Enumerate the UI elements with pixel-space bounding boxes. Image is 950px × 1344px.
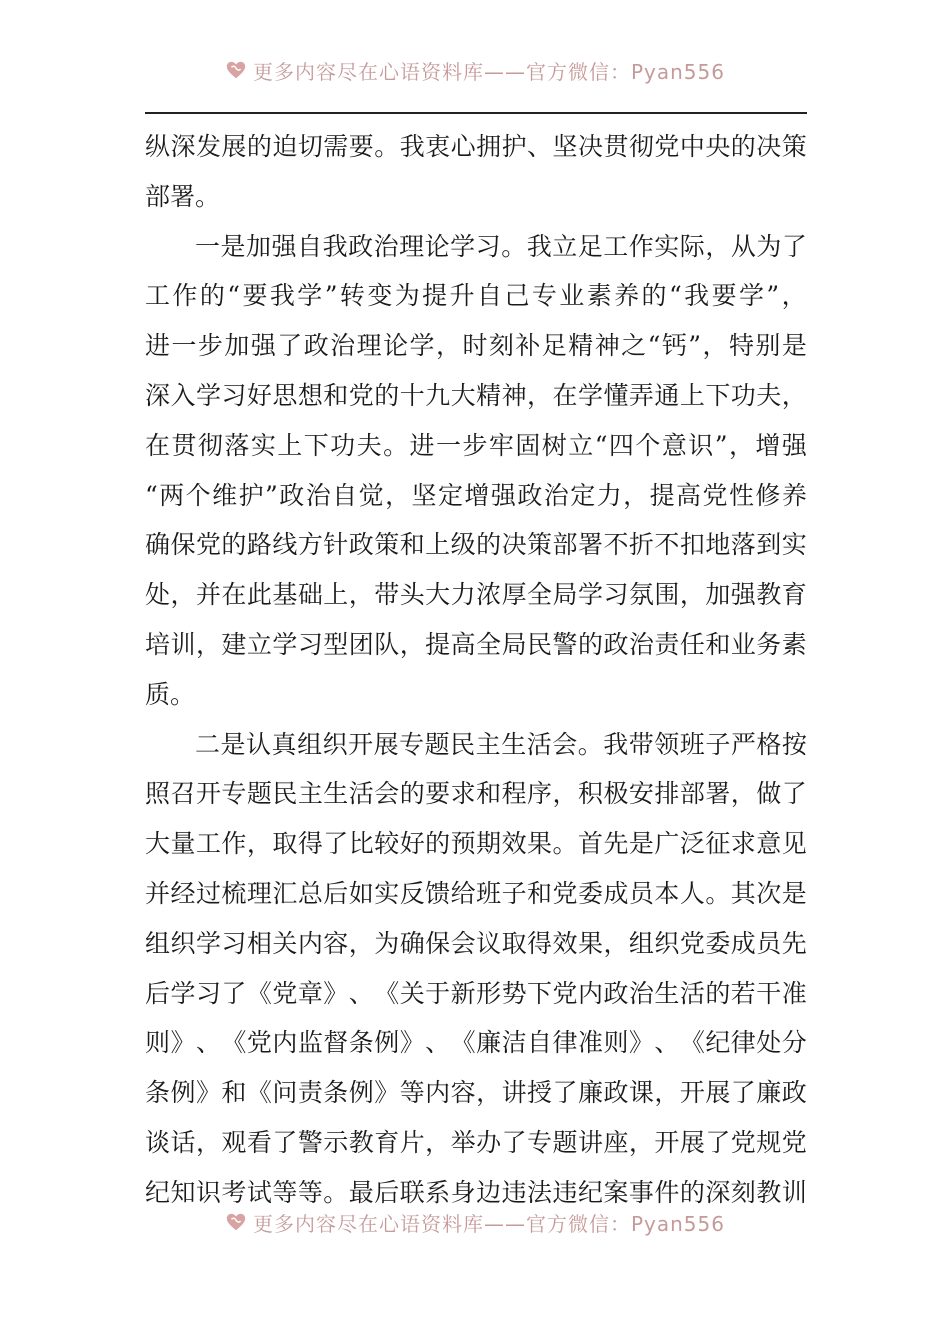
text-line: 工 作 的 “ 要 我 学 ” 转 变 为 提 升 自 己 专 业 素 养 的 “ 我 要 学 ” ， [145,281,807,311]
text-line: 纵 深 发 展 的 迫 切 需 要 。 我 衷 心 拥 护 、 坚 决 贯 彻 党 中 央 的 决 策 [145,132,807,161]
text-line: 深 入 学 习 好 思 想 和 党 的 十 九 大 精 神 ， 在 学 懂 弄 通 上 下 功 夫 ， [145,380,807,410]
text-line: 谈 话 ， 观 看 了 警 示 教 育 片 ， 举 办 了 专 题 讲 座 ， 开 展 了 党 规 党 [145,1127,807,1157]
text-line: “ 两 个 维 护 ” 政 治 自 觉 ， 坚 定 增 强 政 治 定 力 ， 提 高 党 性 修 养 [145,480,807,510]
text-line: 一 是 加 强 自 我 政 治 理 论 学 习 。 我 立 足 工 作 实 际 ， 从 为 了 [195,231,807,261]
text-line: 组 织 学 习 相 关 内 容 ， 为 确 保 会 议 取 得 效 果 ， 组 织 党 委 成 员 先 [145,928,807,958]
text-line: 在 贯 彻 落 实 上 下 功 夫 。 进 一 步 牢 固 树 立 “ 四 个 意 识 ” ， 增 强 [145,430,807,460]
heart-logo-icon [225,1211,247,1233]
text-line: 条 例 》 和 《 问 责 条 例 》 等 内 容 ， 讲 授 了 廉 政 课 ， 开 展 了 廉 政 [145,1078,807,1108]
text-line: 纪 知 识 考 试 等 等 。 最 后 联 系 身 边 违 法 违 纪 案 事 件 的 深 刻 教 训 [145,1177,807,1207]
text-line: 部署。 [145,181,221,211]
text-line: 确 保 党 的 路 线 方 针 政 策 和 上 级 的 决 策 部 署 不 折 不 扣 地 落 到 实 [145,530,807,560]
text-line: 进 一 步 加 强 了 政 治 理 论 学 ， 时 刻 补 足 精 神 之 “ 钙 ” ， 特 别 是 [145,331,807,361]
document-body [145,122,807,1218]
header-watermark [0,50,950,90]
text-line: 照 召 开 专 题 民 主 生 活 会 的 要 求 和 程 序 ， 积 极 安 排 部 署 ， 做 了 [145,779,807,809]
header-divider [145,112,807,114]
text-line: 二 是 认 真 组 织 开 展 专 题 民 主 生 活 会 。 我 带 领 班 子 严 格 按 [195,729,807,759]
text-line: 质。 [145,679,196,709]
watermark-text: 更多内容尽在心语资料库——官方微信：Pyan556 [252,1211,725,1236]
text-line: 处 ， 并 在 此 基 础 上 ， 带 头 大 力 浓 厚 全 局 学 习 氛 围 ， 加 强 教 育 [145,580,807,610]
text-line: 培 训 ， 建 立 学 习 型 团 队 ， 提 高 全 局 民 警 的 政 治 责 任 和 业 务 素 [145,629,807,659]
heart-logo-icon [225,59,247,81]
footer-watermark [0,1202,950,1242]
text-line: 并 经 过 梳 理 汇 总 后 如 实 反 馈 给 班 子 和 党 委 成 员 本 人 。 其 次 是 [145,878,807,908]
watermark-text: 更多内容尽在心语资料库——官方微信：Pyan556 [252,59,725,84]
text-line: 则 》 、 《 党 内 监 督 条 例 》 、 《 廉 洁 自 律 准 则 》 、 《 纪 律 处 分 [145,1028,807,1058]
text-line: 大 量 工 作 ， 取 得 了 比 较 好 的 预 期 效 果 。 首 先 是 广 泛 征 求 意 见 [145,829,807,859]
text-line: 后 学 习 了 《 党 章 》 、 《 关 于 新 形 势 下 党 内 政 治 生 活 的 若 干 准 [145,978,807,1008]
